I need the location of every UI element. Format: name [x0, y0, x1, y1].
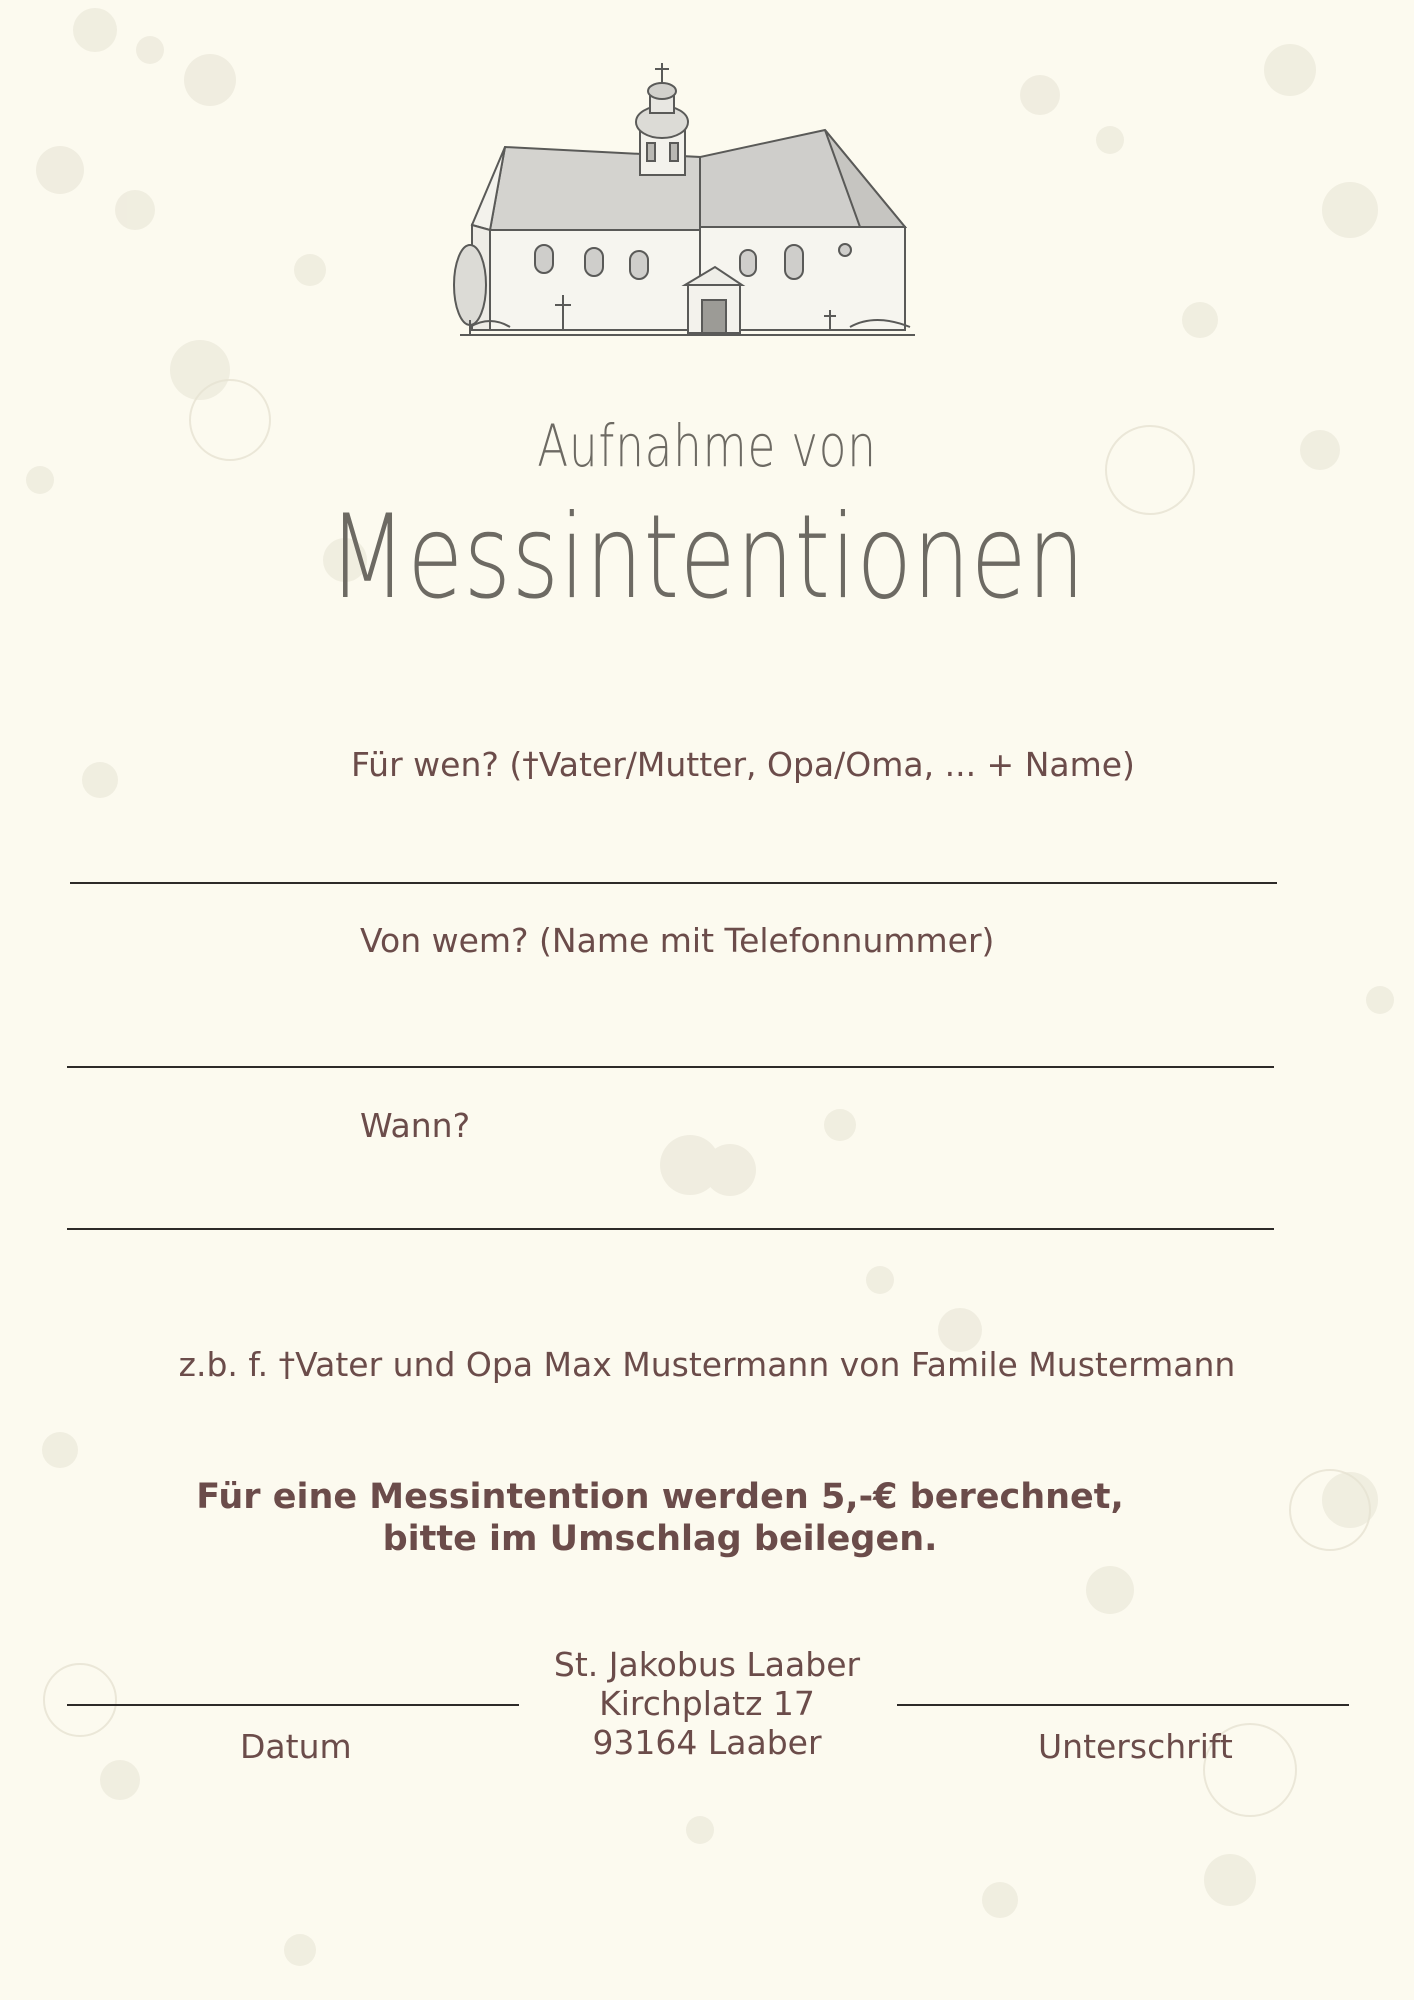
field-when-label: Wann?	[360, 1106, 471, 1145]
field-for-whom-label: Für wen? (†Vater/Mutter, Opa/Oma, ... + Name)	[351, 745, 1135, 784]
fee-notice-line2: bitte im Umschlag beilegen.	[382, 1519, 938, 1559]
page-title: Messintentionen	[328, 490, 1086, 625]
address-line-street: Kirchplatz 17	[599, 1684, 815, 1723]
signature-line[interactable]	[897, 1704, 1349, 1706]
field-when-line[interactable]	[67, 1228, 1274, 1230]
church-sketch-icon	[450, 55, 920, 365]
fee-notice	[160, 1476, 1160, 1560]
date-line[interactable]	[67, 1704, 519, 1706]
date-label: Datum	[240, 1727, 352, 1766]
signature-label: Unterschrift	[1038, 1727, 1233, 1766]
field-for-whom-line[interactable]	[70, 882, 1277, 884]
address-line-name: St. Jakobus Laaber	[553, 1645, 861, 1684]
fee-notice-line1: Für eine Messintention werden 5,-€ berechnet,	[196, 1477, 1124, 1517]
title-line1: Aufnahme von	[537, 412, 877, 480]
parish-address	[457, 1645, 957, 1762]
example-text: z.b. f. †Vater und Opa Max Mustermann von Famile Mustermann	[178, 1345, 1236, 1384]
field-from-whom-line[interactable]	[67, 1066, 1274, 1068]
field-from-whom-label: Von wem? (Name mit Telefonnummer)	[360, 921, 995, 960]
address-line-city: 93164 Laaber	[592, 1723, 822, 1762]
